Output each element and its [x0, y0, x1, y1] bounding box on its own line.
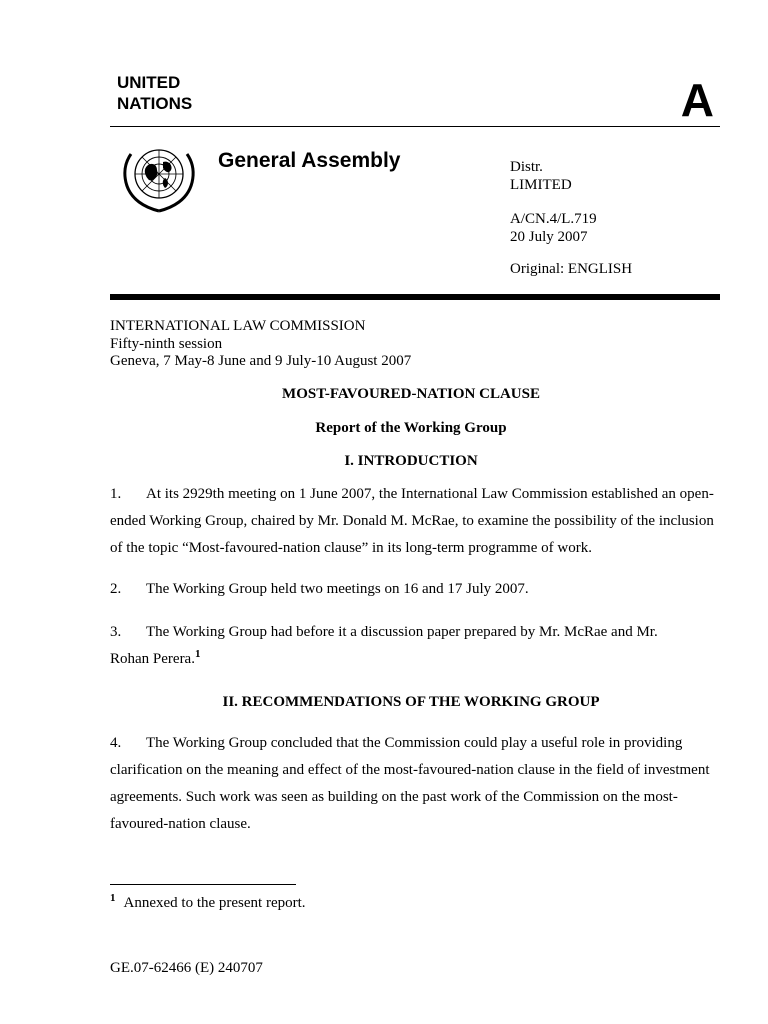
session-number: Fifty-ninth session — [110, 335, 223, 352]
footnote-reference[interactable]: 1 — [194, 648, 201, 660]
organization-name — [117, 72, 192, 114]
job-number: GE.07-62466 (E) 240707 — [110, 960, 263, 976]
paragraph — [110, 481, 720, 562]
footnote-separator — [110, 884, 296, 885]
paragraph — [110, 576, 720, 603]
document-number-block — [510, 210, 597, 246]
session-block — [110, 318, 411, 371]
org-line-2: NATIONS — [117, 94, 193, 113]
original-language: Original: ENGLISH — [510, 261, 633, 277]
footnote-mark: 1 — [110, 892, 116, 904]
un-emblem-icon — [117, 140, 201, 216]
paragraph-text: The Working Group had before it a discussion paper prepared by Mr. McRae and Mr. Rohan Perera. — [110, 624, 658, 667]
document-date: 20 July 2007 — [510, 229, 588, 245]
paragraph-text: At its 2929th meeting on 1 June 2007, the International Law Commission established an open-ended Working Group, chaired by Mr. Donald M. McRae, to examine the possibility of the inclusion of the topic “Most-favoured-nation clause” in its long-term programme of work. — [110, 486, 714, 556]
distribution-block — [510, 158, 572, 194]
document-subtitle: Report of the Working Group — [315, 420, 507, 436]
distr-label: Distr. — [510, 159, 543, 175]
distr-value: LIMITED — [510, 177, 572, 193]
header-rule — [110, 126, 720, 127]
session-venue: Geneva, 7 May-8 June and 9 July-10 August 2007 — [110, 353, 412, 369]
section-heading-recommendations: II. RECOMMENDATIONS OF THE WORKING GROUP — [222, 694, 600, 710]
footnote-text: Annexed to the present report. — [123, 895, 306, 911]
org-line-1: UNITED — [117, 73, 181, 92]
section-heading-introduction: I. INTRODUCTION — [344, 453, 478, 469]
paragraph-number: 3. — [110, 624, 122, 640]
paragraph-text: The Working Group held two meetings on 16 and 17 July 2007. — [146, 581, 529, 597]
header-thick-rule — [110, 294, 720, 300]
paragraph-text: The Working Group concluded that the Commission could play a useful role in providing clarification on the meaning and effect of the most-favoured-nation clause in the field of investment agreements. Such work was seen as building on the past work of the Commission on the most-favoured-nation clause. — [110, 735, 710, 832]
paragraph — [110, 730, 720, 838]
paragraph-number: 1. — [110, 486, 122, 502]
footnote — [110, 892, 306, 912]
organ-title: General Assembly — [218, 149, 401, 172]
document-title: MOST-FAVOURED-NATION CLAUSE — [282, 386, 540, 402]
commission-name: INTERNATIONAL LAW COMMISSION — [110, 318, 366, 334]
document-series-symbol: A — [680, 74, 714, 126]
paragraph-number: 2. — [110, 581, 122, 597]
document-symbol: A/CN.4/L.719 — [510, 211, 597, 227]
paragraph — [110, 619, 670, 673]
paragraph-number: 4. — [110, 735, 122, 751]
